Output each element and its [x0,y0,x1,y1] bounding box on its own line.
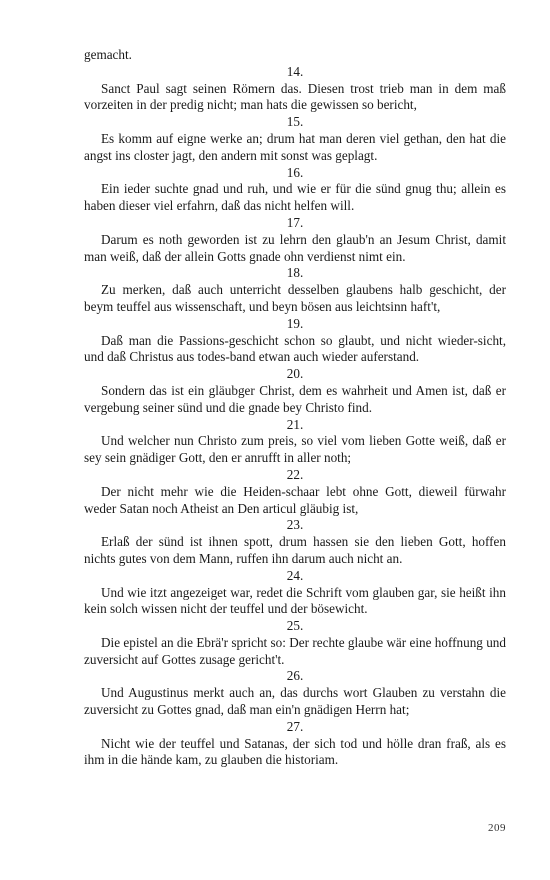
stanza-text: Es komm auf eigne werke an; drum hat man deren viel gethan, den hat die angst ins closter jagt, den andern mit sonst was geplagt. [84,130,506,163]
stanza-number: 20. [286,366,304,382]
stanza-text: Zu merken, daß auch unterricht desselben glaubens halb geschicht, der beym teuffel aus wissenschaft, und beyn bösen aus leichtsinn haft't, [84,282,506,314]
stanza-14 [84,64,506,114]
stanza-number: 15. [286,114,304,130]
stanza-number: 25. [286,618,304,634]
stanza-text: Nicht wie der teuffel und Satanas, der sich tod und hölle dran fraß, als es ihm in die hände kam, zu glauben die historiam. [84,735,506,768]
stanza-number: 17. [286,214,304,230]
stanza-20 [84,366,506,416]
stanza-text: Der nicht mehr wie die Heiden-schaar lebt ohne Gott, dieweil fürwahr weder Satan noch Atheist an Den articul gläubig ist, [84,483,506,516]
stanza-number: 19. [286,315,304,331]
stanza-text: Sanct Paul sagt seinen Römern das. Diesen trost trieb man in dem maß vorzeiten in der predig nicht; man hats die gewissen so bericht, [84,80,506,113]
stanza-text: Die epistel an die Ebrä'r spricht so: Der rechte glaube wär eine hoffnung und zuversicht auf Gottes zusage gericht't. [84,634,506,667]
stanza-text: Und Augustinus merkt auch an, das durchs wort Glauben zu verstahn die zuversicht zu Gottes gnad, daß man ein'n gnädigen Herrn hat; [84,685,506,718]
page-body [84,47,506,769]
stanza-text: Ein ieder suchte gnad und ruh, und wie er für die sünd gnug thu; allein es haben dieser viel erfahrn, daß das nicht helfen will. [84,181,506,214]
stanza-number: 16. [286,164,304,180]
stanza-26 [84,668,506,718]
stanza-text: Darum es noth geworden ist zu lehrn den glaub'n an Jesum Christ, damit man weiß, daß der allein Gotts gnade ohn verdienst nimt ein. [84,231,506,264]
stanza-text: Erlaß der sünd ist ihnen spott, drum hassen sie den lieben Gott, hoffen nichts gutes von dem Mann, ruffen ihn darum auch nicht an. [84,534,506,566]
stanza-15 [84,114,506,164]
stanza-number: 26. [286,668,304,684]
page-number: 209 [488,822,506,834]
stanza-22 [84,467,506,517]
stanza-23 [84,517,506,567]
stanza-text: Und wie itzt angezeiget war, redet die Schrift vom glauben gar, sie heißt ihn kein solch wissen nicht der teuffel und der bösewicht. [84,584,506,617]
stanza-text: Sondern das ist ein gläubger Christ, dem es wahrheit und Amen ist, daß er vergebung seiner sünd und die gnade bey Christo find. [84,382,506,415]
stanza-number: 14. [286,63,304,79]
stanza-24 [84,568,506,618]
stanza-text: Daß man die Passions-geschicht schon so glaubt, und nicht wieder-sicht, und daß Christus aus todes-band etwan auch wieder auferstand. [84,332,506,365]
stanza-25 [84,618,506,668]
stanza-number: 23. [286,517,304,533]
stanza-16 [84,165,506,215]
stanza-number: 24. [286,567,304,583]
stanza-number: 27. [286,718,304,734]
stanza-text: Und welcher nun Christo zum preis, so viel vom lieben Gotte weiß, daß er sey sein gnädiger Gott, den er anrufft in aller noth; [84,433,506,466]
continuation-text: gemacht. [84,47,132,62]
stanza-number: 18. [286,265,304,281]
stanza-27 [84,719,506,769]
stanza-18 [84,265,506,315]
stanza-17 [84,215,506,265]
stanza-21 [84,417,506,467]
stanza-number: 22. [286,466,304,482]
stanza-19 [84,316,506,366]
stanza-number: 21. [286,416,304,432]
